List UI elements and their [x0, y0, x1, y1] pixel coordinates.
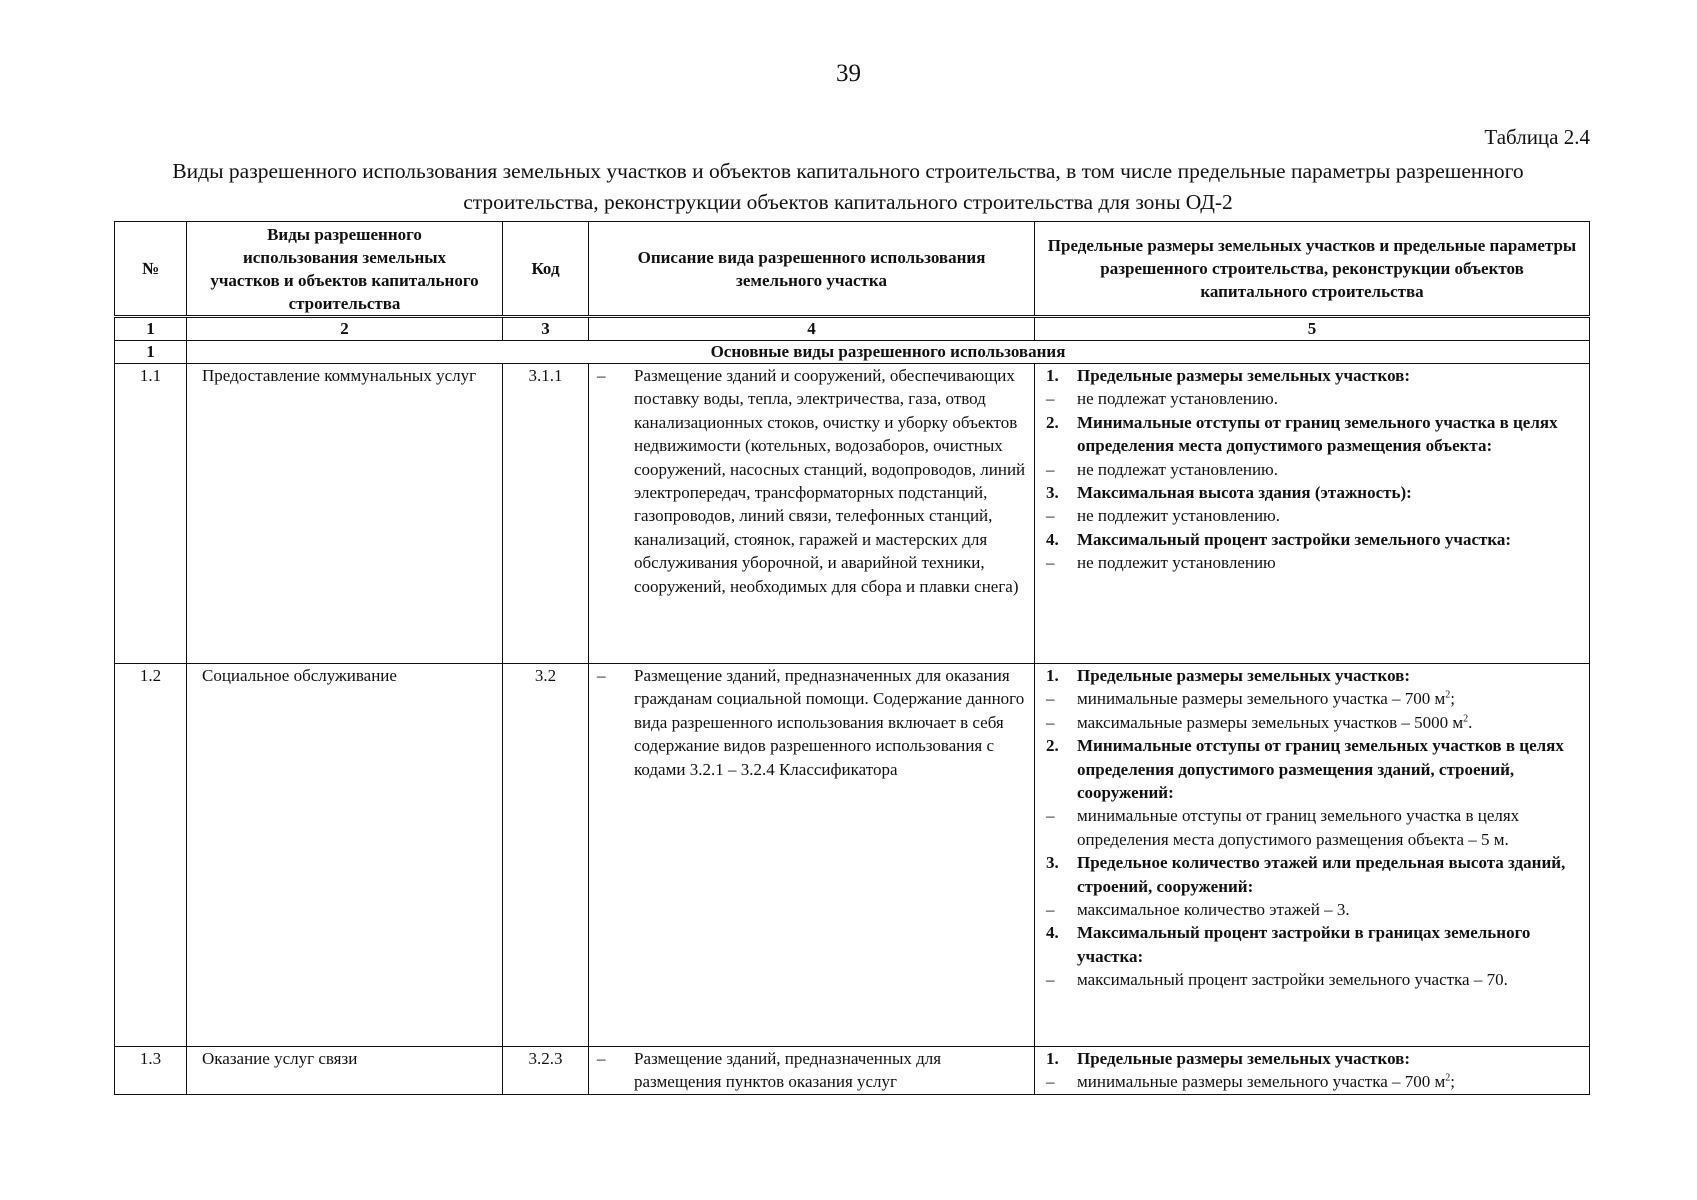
parameter-value-text: максимальное количество этажей – 3.	[1077, 900, 1350, 920]
column-number: 3	[503, 317, 589, 341]
parameter-item	[1046, 968, 1581, 991]
unit-superscript: 2	[1445, 689, 1451, 701]
parameter-value	[1077, 968, 1581, 991]
parameter-value-text: не подлежит установлению	[1077, 553, 1276, 573]
table-row	[115, 664, 1590, 1047]
parameter-dash: –	[1046, 506, 1055, 526]
row-description: Размещение зданий и сооружений, обеспечивающих поставку воды, тепла, электричества, газа, отвод канализационных стоков, очистку и уборку объектов недвижимости (котельных, водозаборов, очистных сооружений, насосных станций, водопроводов, линий электропередач, трансформаторных подстанций, газопроводов, линий связи, телефонных станций, канализаций, стоянок, гаражей и мастерских для обслуживания уборочной, и аварийной техники, сооружений, необходимых для сбора и плавки снега)	[634, 366, 1026, 596]
row-number: 1.2	[115, 664, 187, 1047]
table-title: Виды разрешенного использования земельных участков и объектов капитального строительства, в том числе предельные параметры разрешенного строительства, реконструкции объектов капитального строительства для зоны ОД-2	[172, 159, 1524, 214]
parameter-item	[1046, 387, 1581, 410]
parameter-number: 3.	[1046, 853, 1059, 873]
parameter-item	[1046, 711, 1581, 734]
parameter-value	[1077, 387, 1581, 410]
row-code: 3.2	[503, 664, 589, 1047]
parameter-dash: –	[1046, 689, 1055, 709]
description-dash: –	[597, 366, 606, 385]
parameter-dash: –	[1046, 712, 1055, 732]
header-row	[115, 222, 1590, 317]
parameter-item	[1046, 1070, 1581, 1093]
parameter-heading-text: Минимальные отступы от границ земельных участков в целях определения допустимого размещения зданий, строений, сооружений:	[1077, 736, 1564, 803]
row-use-name: Социальное обслуживание	[187, 664, 503, 1047]
parameter-item	[1046, 804, 1581, 851]
parameter-item	[1046, 551, 1581, 574]
section-label: Основные виды разрешенного использования	[187, 341, 1590, 364]
parameter-heading	[1046, 921, 1581, 968]
page-number: 39	[836, 60, 861, 87]
parameter-value-text: не подлежат установлению.	[1077, 459, 1279, 479]
parameter-dash: –	[1046, 1072, 1055, 1092]
row-parameters-cell	[1035, 364, 1590, 664]
row-code: 3.1.1	[503, 364, 589, 664]
parameter-dash: –	[1046, 806, 1055, 826]
parameter-heading	[1046, 481, 1581, 504]
parameter-item	[1046, 898, 1581, 921]
parameter-value-text: максимальный процент застройки земельного участка – 70.	[1077, 970, 1508, 990]
table-caption: Таблица 2.4	[1484, 125, 1590, 149]
parameter-heading-text: Минимальные отступы от границ земельного участка в целях определения места допустимого размещения объекта:	[1077, 412, 1558, 456]
parameter-value-tail: .	[1468, 712, 1473, 732]
parameter-dash: –	[1046, 389, 1055, 409]
parameter-dash: –	[1046, 553, 1055, 573]
parameter-number: 2.	[1046, 736, 1059, 756]
parameter-value	[1077, 504, 1581, 527]
parameter-number: 4.	[1046, 923, 1059, 943]
parameter-value-text: минимальные размеры земельного участка – 700 м	[1077, 689, 1446, 709]
parameter-value-text: максимальные размеры земельных участков – 5000 м	[1077, 712, 1464, 732]
parameter-number: 2.	[1046, 412, 1059, 432]
parameter-dash: –	[1046, 970, 1055, 990]
parameter-value-tail: ;	[1450, 1072, 1455, 1092]
header-desc: Описание вида разрешенного использования земельного участка	[589, 222, 1035, 317]
row-description-cell	[589, 664, 1035, 1047]
row-description: Размещение зданий, предназначенных для оказания гражданам социальной помощи. Содержание данного вида разрешенного использования включает в себя содержание видов разрешенного использования с кодами 3.2.1 – 3.2.4 Классификатора	[634, 666, 1025, 779]
parameter-heading-text: Максимальный процент застройки земельного участка:	[1077, 529, 1512, 549]
unit-superscript: 2	[1445, 1072, 1451, 1084]
description-dash: –	[597, 666, 606, 685]
parameter-heading	[1046, 411, 1581, 458]
parameter-dash: –	[1046, 900, 1055, 920]
header-code: Код	[503, 222, 589, 317]
table-row	[115, 364, 1590, 664]
header-num: №	[115, 222, 187, 317]
row-number: 1.3	[115, 1047, 187, 1095]
parameter-value-text: не подлежат установлению.	[1077, 389, 1279, 409]
row-description-cell	[589, 1047, 1035, 1095]
row-parameters-cell	[1035, 1047, 1590, 1095]
description-dash: –	[597, 1049, 606, 1068]
parameter-heading-text: Предельные размеры земельных участков:	[1077, 366, 1411, 385]
parameter-heading	[1046, 664, 1581, 687]
column-number: 5	[1035, 317, 1590, 341]
parameter-value	[1077, 1070, 1581, 1093]
row-description: Размещение зданий, предназначенных для размещения пунктов оказания услуг	[634, 1049, 942, 1092]
section-num: 1	[115, 341, 187, 364]
header-name: Виды разрешенного использования земельных участков и объектов капитального строительства	[187, 222, 503, 317]
parameter-heading	[1046, 734, 1581, 804]
parameter-number: 1.	[1046, 666, 1059, 685]
parameter-number: 3.	[1046, 483, 1059, 503]
header-params: Предельные размеры земельных участков и предельные параметры разрешенного строительства, реконструкции объектов капитального строительства	[1035, 222, 1590, 317]
parameter-value	[1077, 711, 1581, 734]
row-number: 1.1	[115, 364, 187, 664]
column-number: 1	[115, 317, 187, 341]
row-use-name: Предоставление коммунальных услуг	[187, 364, 503, 664]
parameter-value	[1077, 458, 1581, 481]
column-numbers-row	[115, 317, 1590, 341]
row-parameters-cell	[1035, 664, 1590, 1047]
parameter-value-text: минимальные размеры земельного участка – 700 м	[1077, 1072, 1446, 1092]
row-description-cell	[589, 364, 1035, 664]
row-code: 3.2.3	[503, 1047, 589, 1095]
section-row	[115, 341, 1590, 364]
parameter-item	[1046, 504, 1581, 527]
row-use-name: Оказание услуг связи	[187, 1047, 503, 1095]
parameter-heading-text: Предельные размеры земельных участков:	[1077, 666, 1411, 685]
parameter-heading-text: Предельное количество этажей или предельная высота зданий, строений, сооружений:	[1077, 853, 1566, 896]
parameter-heading-text: Предельные размеры земельных участков:	[1077, 1049, 1411, 1068]
parameter-value	[1077, 687, 1581, 710]
parameter-heading	[1046, 364, 1581, 387]
unit-superscript: 2	[1463, 713, 1469, 725]
parameter-heading	[1046, 1047, 1581, 1070]
parameter-value-text: минимальные отступы от границ земельного участка в целях определения места допустимого размещения объекта – 5 м.	[1077, 806, 1520, 849]
parameter-heading-text: Максимальная высота здания (этажность):	[1077, 483, 1412, 503]
column-number: 4	[589, 317, 1035, 341]
parameter-heading	[1046, 528, 1581, 551]
parameter-item	[1046, 458, 1581, 481]
parameter-dash: –	[1046, 459, 1055, 479]
column-number: 2	[187, 317, 503, 341]
land-use-table	[114, 221, 1590, 1095]
parameter-value	[1077, 898, 1581, 921]
parameter-value-text: не подлежит установлению.	[1077, 506, 1281, 526]
parameter-number: 1.	[1046, 366, 1059, 385]
table-row	[115, 1047, 1590, 1095]
parameter-item	[1046, 687, 1581, 710]
parameter-value	[1077, 551, 1581, 574]
parameter-heading-text: Максимальный процент застройки в границах земельного участка:	[1077, 923, 1531, 966]
parameter-value	[1077, 804, 1581, 851]
parameter-number: 4.	[1046, 529, 1059, 549]
parameter-heading	[1046, 851, 1581, 898]
parameter-number: 1.	[1046, 1049, 1059, 1068]
parameter-value-tail: ;	[1450, 689, 1455, 709]
